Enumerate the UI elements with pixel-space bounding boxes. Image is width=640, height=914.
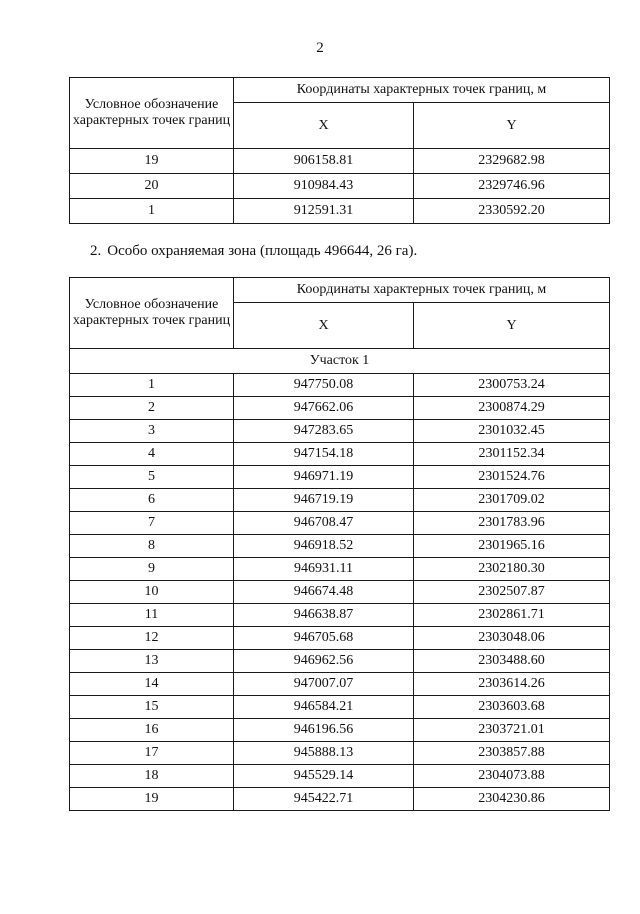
point-cell: 11 (70, 604, 234, 627)
table-row (70, 604, 610, 627)
y-coordinate-cell: 2303048.06 (414, 627, 610, 650)
point-label-header: Условное обозначение характерных точек границ (70, 278, 234, 349)
x-coordinate-cell: 910984.43 (234, 174, 414, 199)
point-cell: 10 (70, 581, 234, 604)
y-coordinate-cell: 2303614.26 (414, 673, 610, 696)
x-coordinate-cell: 946918.52 (234, 535, 414, 558)
table-row (70, 397, 610, 420)
y-coordinate-cell: 2300753.24 (414, 374, 610, 397)
x-coordinate-cell: 947662.06 (234, 397, 414, 420)
y-coordinate-cell: 2329682.98 (414, 149, 610, 174)
y-coordinate-cell: 2302507.87 (414, 581, 610, 604)
x-coordinate-cell: 945888.13 (234, 742, 414, 765)
y-coordinate-cell: 2303488.60 (414, 650, 610, 673)
y-coordinate-cell: 2301783.96 (414, 512, 610, 535)
point-cell: 19 (70, 149, 234, 174)
table-row (70, 650, 610, 673)
point-cell: 20 (70, 174, 234, 199)
point-cell: 8 (70, 535, 234, 558)
point-cell: 2 (70, 397, 234, 420)
table-row (70, 489, 610, 512)
table-row (70, 374, 610, 397)
section-heading (90, 243, 417, 260)
coordinates-table-1 (69, 77, 610, 224)
y-coordinate-cell: 2304230.86 (414, 788, 610, 811)
point-cell: 12 (70, 627, 234, 650)
x-coordinate-cell: 946962.56 (234, 650, 414, 673)
table-row (70, 174, 610, 199)
point-cell: 13 (70, 650, 234, 673)
point-cell: 4 (70, 443, 234, 466)
table-row (70, 149, 610, 174)
x-coordinate-cell: 946971.19 (234, 466, 414, 489)
y-axis-header: Y (414, 303, 610, 349)
point-cell: 19 (70, 788, 234, 811)
y-coordinate-cell: 2329746.96 (414, 174, 610, 199)
y-coordinate-cell: 2301032.45 (414, 420, 610, 443)
x-coordinate-cell: 947007.07 (234, 673, 414, 696)
y-coordinate-cell: 2303603.68 (414, 696, 610, 719)
x-coordinate-cell: 912591.31 (234, 199, 414, 224)
point-cell: 14 (70, 673, 234, 696)
y-coordinate-cell: 2301152.34 (414, 443, 610, 466)
table-row (70, 765, 610, 788)
point-cell: 6 (70, 489, 234, 512)
point-cell: 5 (70, 466, 234, 489)
coordinates-header: Координаты характерных точек границ, м (234, 278, 610, 303)
page-number: 2 (316, 40, 324, 56)
x-coordinate-cell: 946708.47 (234, 512, 414, 535)
x-coordinate-cell: 946931.11 (234, 558, 414, 581)
x-coordinate-cell: 946705.68 (234, 627, 414, 650)
point-cell: 1 (70, 374, 234, 397)
point-cell: 15 (70, 696, 234, 719)
table-header-row (70, 278, 610, 303)
table-row (70, 788, 610, 811)
point-cell: 9 (70, 558, 234, 581)
x-coordinate-cell: 946196.56 (234, 719, 414, 742)
y-coordinate-cell: 2301709.02 (414, 489, 610, 512)
table-row (70, 581, 610, 604)
y-coordinate-cell: 2303857.88 (414, 742, 610, 765)
y-coordinate-cell: 2300874.29 (414, 397, 610, 420)
x-coordinate-cell: 946638.87 (234, 604, 414, 627)
table-header-row (70, 78, 610, 103)
x-coordinate-cell: 906158.81 (234, 149, 414, 174)
table-row (70, 627, 610, 650)
y-coordinate-cell: 2301524.76 (414, 466, 610, 489)
point-label-header: Условное обозначение характерных точек границ (70, 78, 234, 149)
table-row (70, 558, 610, 581)
coordinates-header: Координаты характерных точек границ, м (234, 78, 610, 103)
point-cell: 7 (70, 512, 234, 535)
x-coordinate-cell: 946584.21 (234, 696, 414, 719)
y-coordinate-cell: 2304073.88 (414, 765, 610, 788)
x-coordinate-cell: 946674.48 (234, 581, 414, 604)
x-coordinate-cell: 945529.14 (234, 765, 414, 788)
table-row (70, 696, 610, 719)
point-cell: 17 (70, 742, 234, 765)
section-number: 2. (90, 243, 102, 259)
section-title: Особо охраняемая зона (площадь 496644, 26 га). (107, 243, 418, 259)
point-cell: 16 (70, 719, 234, 742)
point-cell: 1 (70, 199, 234, 224)
x-axis-header: X (234, 103, 414, 149)
table-row (70, 199, 610, 224)
point-cell: 18 (70, 765, 234, 788)
x-coordinate-cell: 947283.65 (234, 420, 414, 443)
y-coordinate-cell: 2330592.20 (414, 199, 610, 224)
section-subheader-row (70, 349, 610, 374)
table-row (70, 673, 610, 696)
x-coordinate-cell: 945422.71 (234, 788, 414, 811)
table-row (70, 443, 610, 466)
coordinates-table-2 (69, 277, 610, 811)
y-axis-header: Y (414, 103, 610, 149)
table-row (70, 719, 610, 742)
y-coordinate-cell: 2302861.71 (414, 604, 610, 627)
table-row (70, 742, 610, 765)
point-cell: 3 (70, 420, 234, 443)
x-coordinate-cell: 947750.08 (234, 374, 414, 397)
table-row (70, 420, 610, 443)
x-coordinate-cell: 947154.18 (234, 443, 414, 466)
y-coordinate-cell: 2303721.01 (414, 719, 610, 742)
y-coordinate-cell: 2301965.16 (414, 535, 610, 558)
table-row (70, 535, 610, 558)
y-coordinate-cell: 2302180.30 (414, 558, 610, 581)
table-row (70, 466, 610, 489)
x-axis-header: X (234, 303, 414, 349)
table-row (70, 512, 610, 535)
x-coordinate-cell: 946719.19 (234, 489, 414, 512)
plot-subheader: Участок 1 (70, 349, 610, 374)
